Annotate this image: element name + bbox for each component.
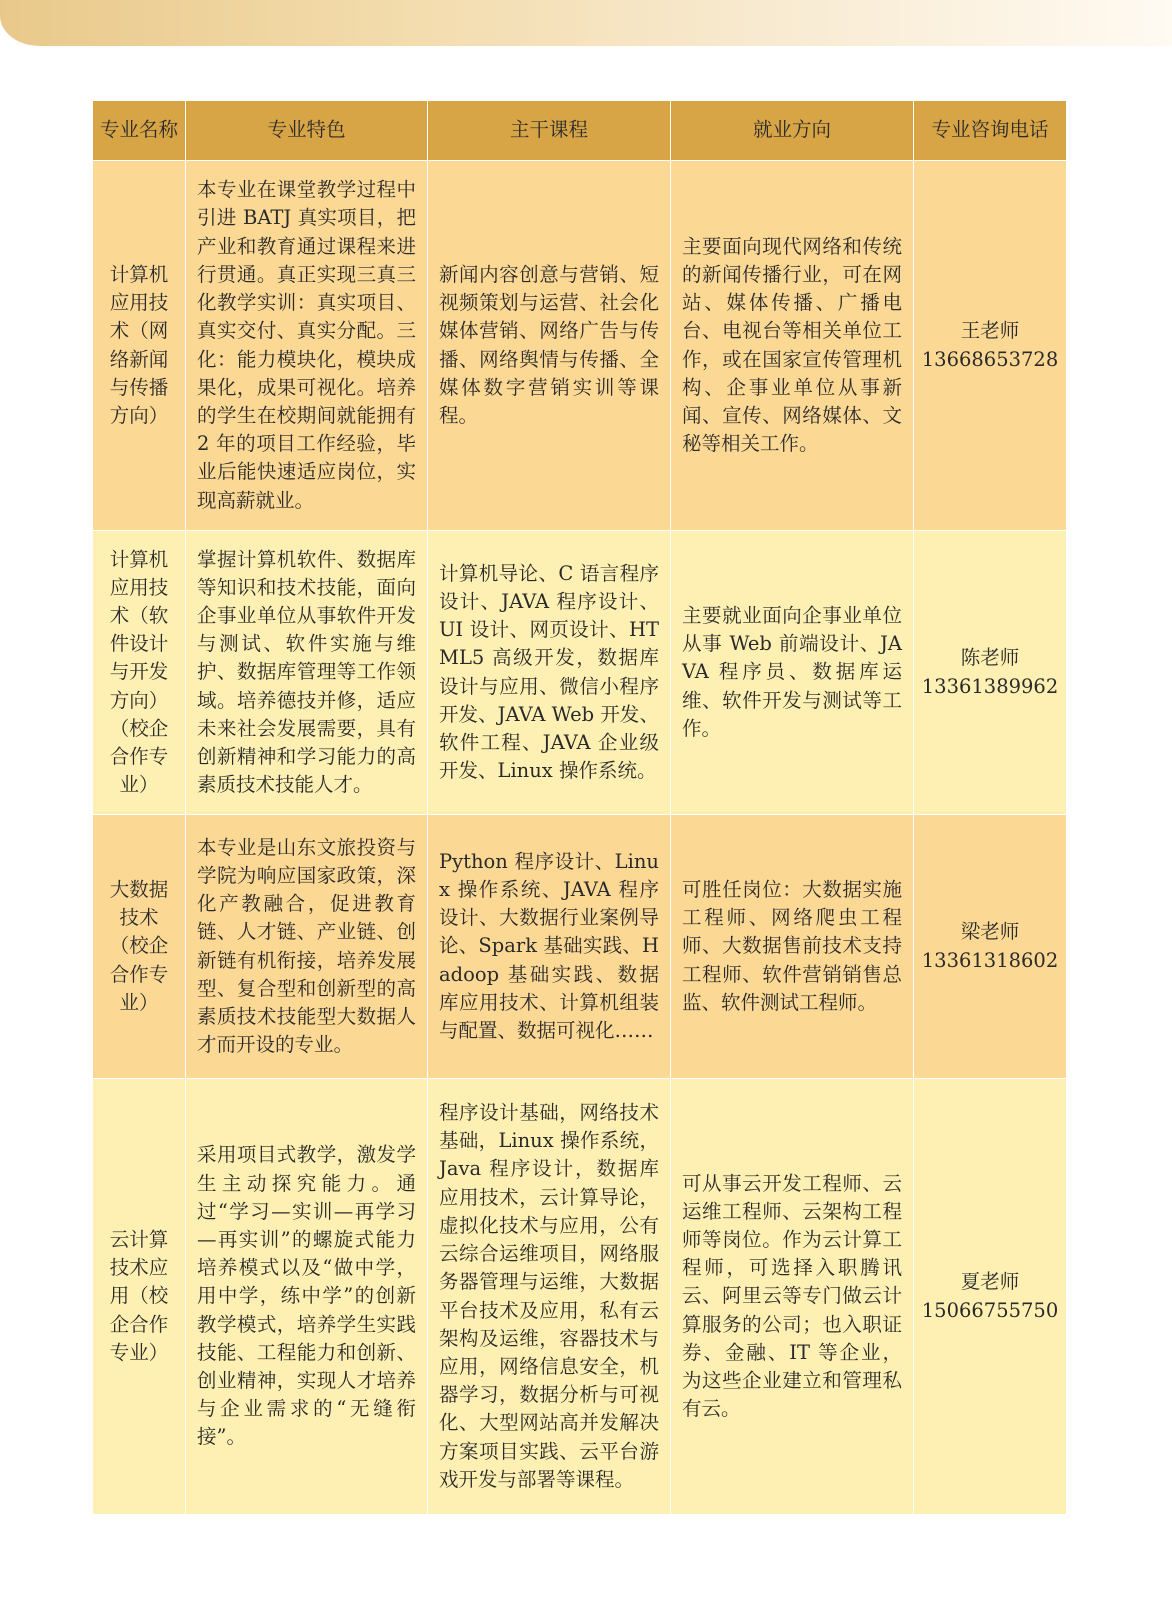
major-name-cell: 计算机应用技术（软件设计与开发方向）（校企合作专业）: [93, 531, 186, 815]
header-major-name: 专业名称: [93, 101, 186, 161]
table-row: [93, 1079, 1067, 1515]
careers-cell: 主要就业面向企事业单位从事 Web 前端设计、JAVA 程序员、数据库运维、软件开发与测试等工作。: [671, 531, 914, 815]
contact-name: 陈老师: [960, 646, 1020, 670]
features-cell: 本专业在课堂教学过程中引进 BATJ 真实项目，把产业和教育通过课程来进行贯通。真正实现三真三化教学实训：真实项目、真实交付、真实分配。三化：能力模块化，模块成果化，成果可视化。培养的学生在校期间就能拥有 2 年的项目工作经验，毕业后能快速适应岗位，实现高薪就业。: [186, 161, 428, 531]
header-row: [93, 101, 1067, 161]
contact-phone: 13361389962: [921, 674, 1059, 698]
contact-cell: [914, 1079, 1067, 1515]
contact-name: 王老师: [960, 319, 1020, 343]
features-cell: 掌握计算机软件、数据库等知识和技术技能，面向企事业单位从事软件开发与测试、软件实施与维护、数据库管理等工作领域。培养德技并修，适应未来社会发展需要，具有创新精神和学习能力的高素质技术技能人才。: [186, 531, 428, 815]
features-cell: 采用项目式教学，激发学生主动探究能力。通过“学习—实训—再学习—再实训”的螺旋式能力培养模式以及“做中学，用中学，练中学”的创新教学模式，培养学生实践技能、工程能力和创新、创业精神，实现人才培养与企业需求的“无缝衔接”。: [186, 1079, 428, 1515]
features-cell: 本专业是山东文旅投资与学院为响应国家政策，深化产教融合，促进教育链、人才链、产业链、创新链有机衔接，培养发展型、复合型和创新型的高素质技术技能型大数据人才而开设的专业。: [186, 815, 428, 1079]
table-row: [93, 815, 1067, 1079]
contact-cell: [914, 815, 1067, 1079]
courses-cell: 新闻内容创意与营销、短视频策划与运营、社会化媒体营销、网络广告与传播、网络舆情与传播、全媒体数字营销实训等课程。: [428, 161, 671, 531]
contact-phone: 13668653728: [921, 347, 1059, 371]
courses-cell: 程序设计基础，网络技术基础，Linux 操作系统，Java 程序设计，数据库应用技术，云计算导论，虚拟化技术与应用，公有云综合运维项目，网络服务器管理与运维，大数据平台技术及应用，私有云架构及运维，容器技术与应用，网络信息安全，机器学习，数据分析与可视化、大型网站高并发解决方案项目实践、云平台游戏开发与部署等课程。: [428, 1079, 671, 1515]
header-courses: 主干课程: [428, 101, 671, 161]
contact-cell: [914, 161, 1067, 531]
table-body: [93, 161, 1067, 1515]
courses-cell: 计算机导论、C 语言程序设计、JAVA 程序设计、UI 设计、网页设计、HTML5 高级开发，数据库设计与应用、微信小程序开发、JAVA Web 开发、软件工程、JAVA 企业级开发、Linux 操作系统。: [428, 531, 671, 815]
program-table: [92, 100, 1067, 1515]
top-banner: [0, 0, 1172, 46]
major-name-cell: 计算机应用技术（网络新闻与传播方向）: [93, 161, 186, 531]
major-name-cell: 大数据技术（校企合作专业）: [93, 815, 186, 1079]
courses-cell: Python 程序设计、Linux 操作系统、JAVA 程序设计、大数据行业案例导论、Spark 基础实践、Hadoop 基础实践、数据库应用技术、计算机组装与配置、数据可视化……: [428, 815, 671, 1079]
header-contact: 专业咨询电话: [914, 101, 1067, 161]
contact-phone: 15066755750: [921, 1298, 1059, 1322]
contact-name: 夏老师: [960, 1270, 1020, 1294]
contact-cell: [914, 531, 1067, 815]
major-name-cell: 云计算技术应用（校企合作专业）: [93, 1079, 186, 1515]
table-row: [93, 531, 1067, 815]
header-careers: 就业方向: [671, 101, 914, 161]
contact-name: 梁老师: [960, 920, 1020, 944]
table-row: [93, 161, 1067, 531]
careers-cell: 主要面向现代网络和传统的新闻传播行业，可在网站、媒体传播、广播电台、电视台等相关单位工作，或在国家宣传管理机构、企事业单位从事新闻、宣传、网络媒体、文秘等相关工作。: [671, 161, 914, 531]
contact-phone: 13361318602: [921, 948, 1059, 972]
header-features: 专业特色: [186, 101, 428, 161]
table-header: [93, 101, 1067, 161]
careers-cell: 可从事云开发工程师、云运维工程师、云架构工程师等岗位。作为云计算工程师，可选择入职腾讯云、阿里云等专门做云计算服务的公司；也入职证券、金融、IT 等企业，为这些企业建立和管理私有云。: [671, 1079, 914, 1515]
careers-cell: 可胜任岗位：大数据实施工程师、网络爬虫工程师、大数据售前技术支持工程师、软件营销销售总监、软件测试工程师。: [671, 815, 914, 1079]
